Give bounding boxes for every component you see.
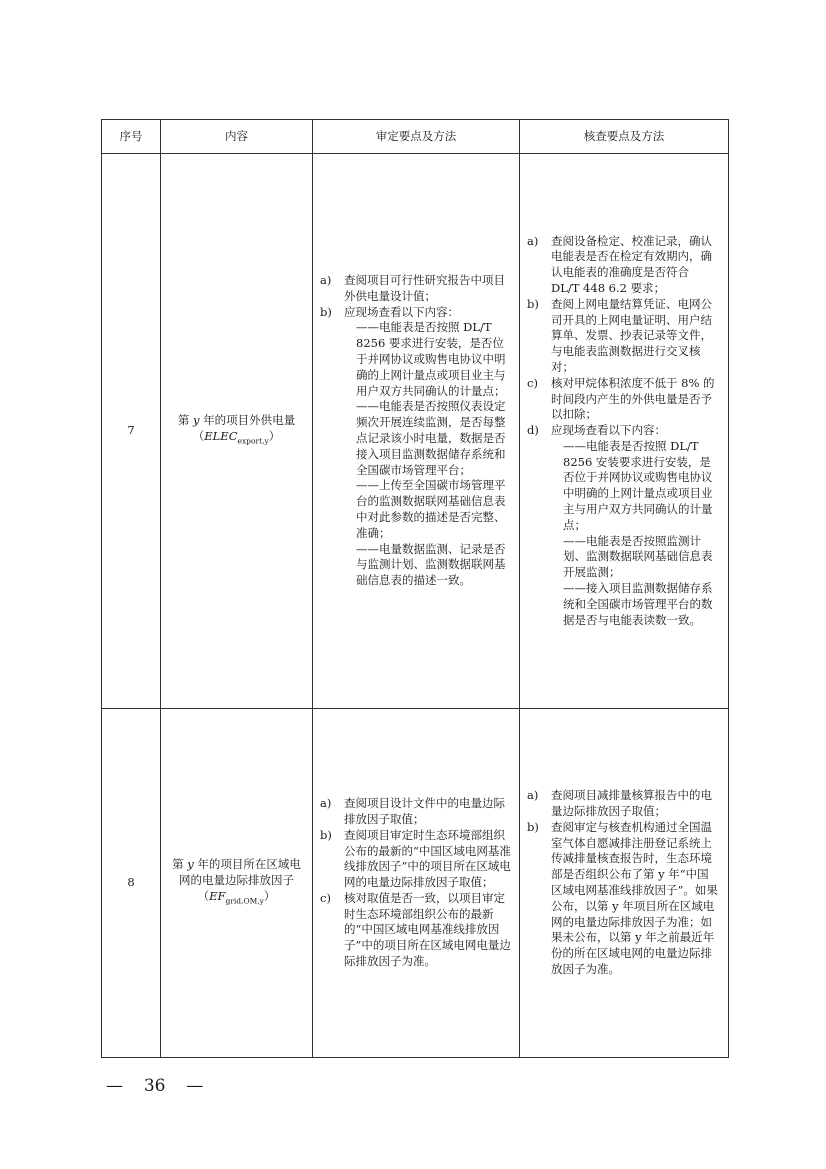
row-serial: 7 [102, 154, 161, 709]
item-subline: ——电能表是否按照 DL/T 8256 安装要求进行安装，是否位于并网协议或购售电协议中明确的上网计量点或项目业主与用户双方共同确认的计量点； [563, 438, 713, 532]
item-marker: a) [527, 233, 539, 248]
content-symbol-sub: grid,OM,y [225, 896, 264, 906]
row-verification [520, 154, 729, 709]
item-marker: b) [320, 827, 332, 842]
row-verification [520, 709, 729, 1058]
list-item [320, 891, 511, 970]
list-item [527, 788, 720, 820]
list-item [527, 820, 720, 978]
item-text: 应现场查看以下内容： [551, 423, 666, 438]
list-item [527, 234, 720, 297]
item-text: 应现场查看以下内容： [344, 304, 459, 319]
item-marker: a) [320, 796, 332, 811]
item-text: 查阅项目设计文件中的电量边际排放因子取值； [344, 796, 505, 826]
item-subline: ——电能表是否按照 DL/T 8256 要求进行安装，是否位于并网协议或购售电协议中明确的上网计量点或项目业主与用户双方共同确认的计量点； [356, 320, 506, 398]
list-item [320, 796, 511, 828]
page-footer [106, 1076, 203, 1096]
table-row [102, 154, 729, 709]
item-subline: ——接入项目监测数据储存系统和全国碳市场管理平台的数据是否与电能表读数一致。 [563, 581, 713, 627]
table-row [102, 709, 729, 1058]
item-marker: c) [320, 890, 331, 905]
item-marker: b) [527, 296, 539, 311]
item-text: 查阅项目可行性研究报告中项目外供电量设计值； [344, 273, 505, 303]
item-subline: ——电能表是否按照监测计划、监测数据联网基础信息表开展监测； [563, 533, 713, 580]
item-marker: b) [527, 819, 539, 834]
content-var: y [187, 857, 194, 872]
list-item [527, 376, 720, 423]
content-symbol-main: ELEC [204, 428, 238, 443]
header-validation: 审定要点及方法 [313, 120, 520, 154]
requirements-table [101, 119, 729, 1058]
item-subline: ——电量数据监测、记录是否与监测计划、监测数据联网基础信息表的描述一致。 [356, 541, 506, 588]
item-text: 查阅项目减排量核算报告中的电量边际排放因子取值； [551, 788, 712, 819]
item-marker: d) [527, 423, 539, 438]
item-text: 核对甲烷体积浓度不低于 8% 的时间段内产生的外供电量是否予以扣除； [551, 375, 715, 422]
page-number: 36 [143, 1076, 166, 1096]
table-header-row [102, 120, 729, 154]
content-prefix: 第 [177, 413, 190, 428]
item-marker: a) [527, 788, 539, 803]
list-item [527, 423, 720, 628]
content-suffix: 年的项目外供电量 [203, 413, 296, 428]
content-symbol-sub: export,y [237, 436, 269, 446]
row-content: 第 y 年的项目外供电量 $(ELEC_{export,y})$ [161, 154, 313, 709]
content-var: y [193, 413, 200, 428]
item-text: 查阅上网电量结算凭证、电网公司开具的上网电量证明、用户结算单、发票、抄表记录等文件，与电能表监测数据进行交叉核对； [551, 296, 712, 374]
item-text: 查阅审定与核查机构通过全国温室气体自愿减排注册登记系统上传减排量核查报告时，生态环境部是否组织公布了第 y 年“中国区域电网基准线排放因子”。如果公布，以第 y 年项目所在区域电网的电量边际排放因子为准；如果未公布，以第 y 年之前最近年份的所在区域电网的电量边际排放因子为准。 [551, 819, 718, 976]
content-prefix: 第 [172, 857, 184, 872]
footer-dash-right: — [186, 1076, 204, 1096]
list-item [527, 297, 720, 376]
row-serial: 8 [102, 709, 161, 1058]
header-serial: 序号 [102, 120, 161, 154]
list-item [320, 305, 511, 589]
header-verification: 核查要点及方法 [520, 120, 729, 154]
item-text: 查阅设备检定、校准记录，确认电能表是否在检定有效期内，确认电能表的准确度是否符合 DL/T 448 6.2 要求； [551, 233, 712, 295]
content-symbol-main: EF [209, 888, 226, 903]
item-marker: b) [320, 304, 332, 319]
item-subline: ——上传至全国碳市场管理平台的监测数据联网基础信息表中对此参数的描述是否完整、准确； [356, 478, 506, 540]
row-validation [313, 709, 520, 1058]
content-suffix: 年的项目所在区域电网的电量边际排放因子 [179, 857, 301, 887]
list-item [320, 273, 511, 305]
item-subline: ——电能表是否按照仪表设定频次开展连续监测，是否每整点记录该小时电量，数据是否接入项目监测数据储存系统和全国碳市场管理平台； [356, 399, 506, 477]
row-validation [313, 154, 520, 709]
item-marker: a) [320, 273, 332, 288]
header-content: 内容 [161, 120, 313, 154]
item-text: 查阅项目审定时生态环境部组织公布的最新的“中国区域电网基准线排放因子”中的项目所在区域电网的电量边际排放因子取值； [344, 827, 511, 890]
footer-dash-left: — [106, 1076, 123, 1096]
item-marker: c) [527, 375, 538, 390]
list-item [320, 828, 511, 891]
item-text: 核对取值是否一致，以项目审定时生态环境部组织公布的最新的“中国区域电网基准线排放因子”中的项目所在区域电网电量边际排放因子为准。 [344, 890, 511, 969]
row-content: 第 y 年的项目所在区域电网的电量边际排放因子 $(EF_{grid,OM,y})$ [161, 709, 313, 1058]
